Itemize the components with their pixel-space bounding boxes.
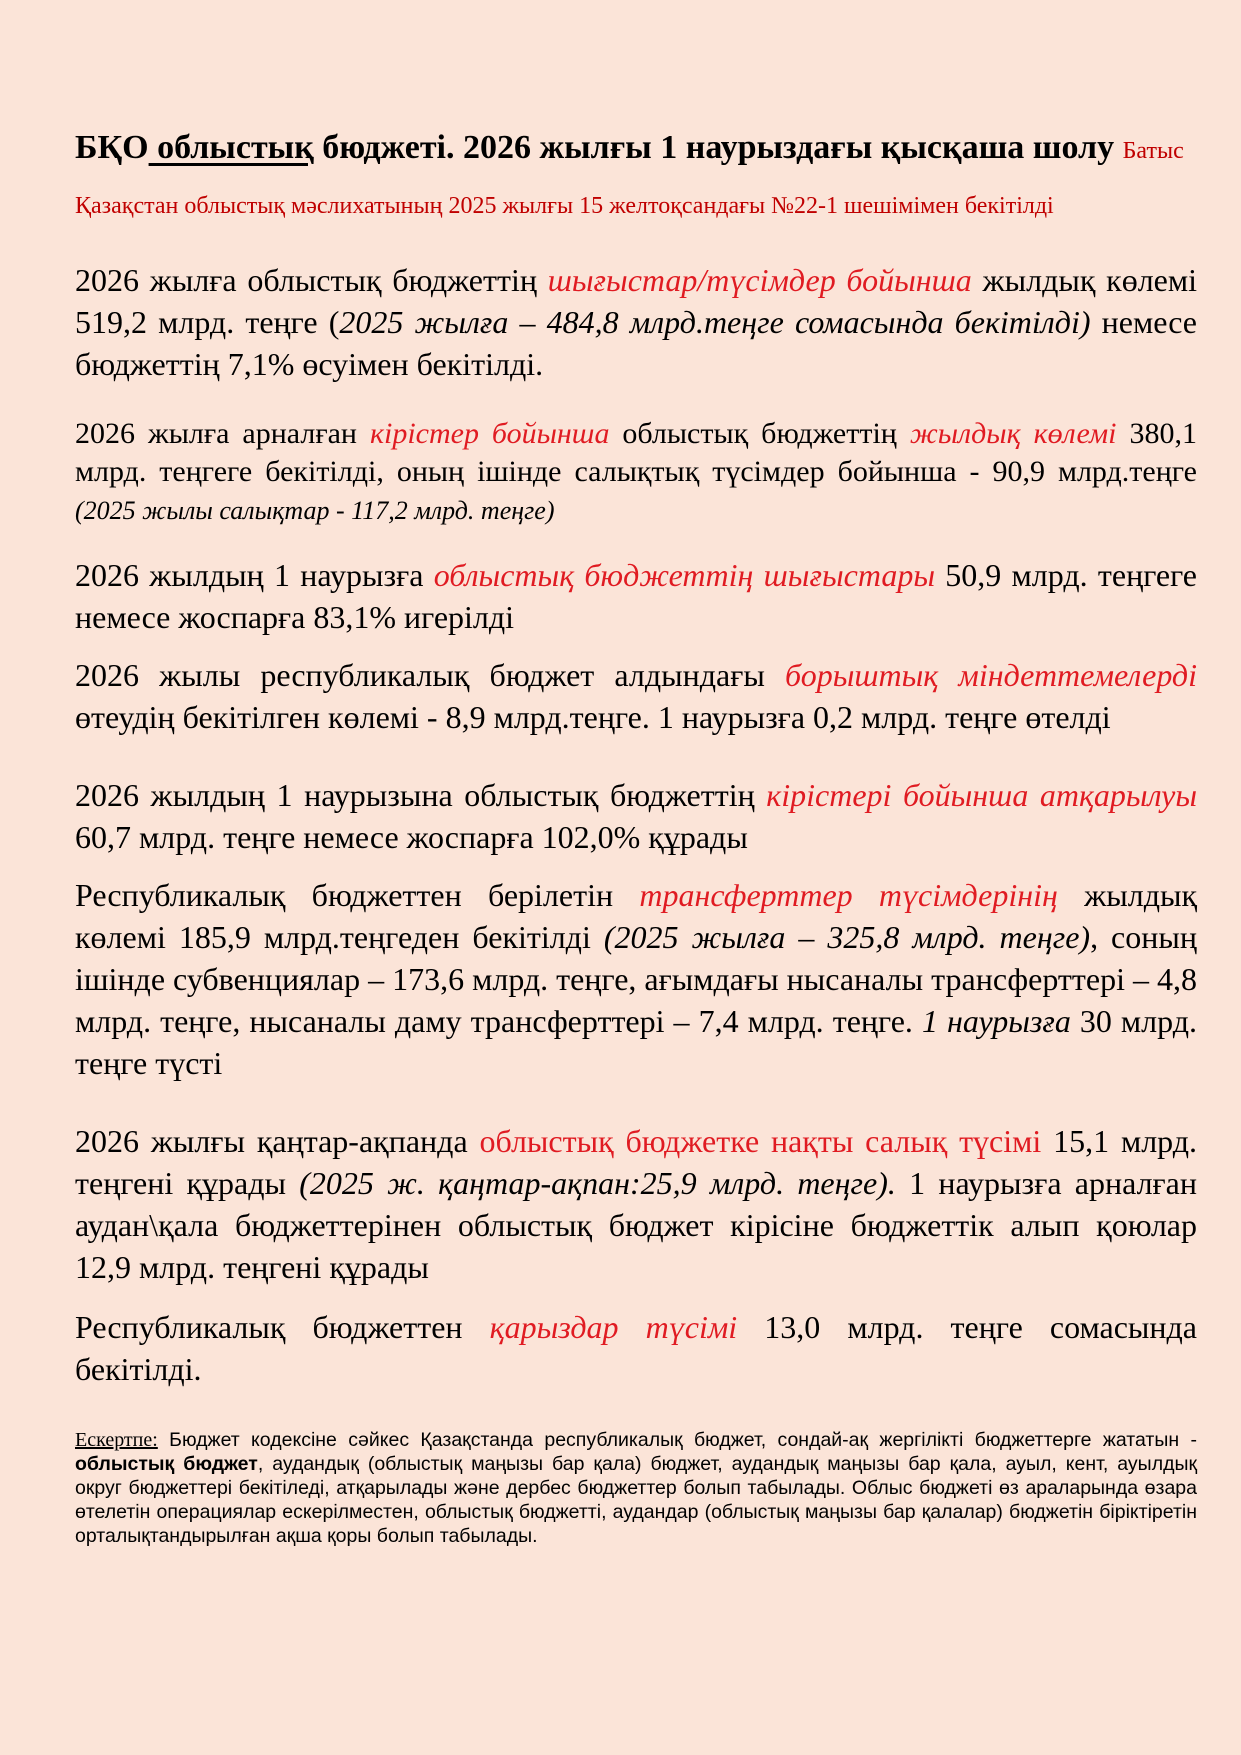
- paragraph-expenditures: [75, 554, 1197, 638]
- text: 2026 жылдың 1 наурызына облыстық бюджеттің: [75, 777, 767, 813]
- text: Республикалық бюджеттен берілетін: [75, 877, 640, 913]
- text: 1 наурызға арналған аудан\қала бюджеттерінен облыстық бюджет кірісіне бюджеттік алып қоюлар 12,9 млрд. теңгені құрады: [75, 1165, 1198, 1285]
- bold-text: облыстық бюджет: [75, 1453, 258, 1475]
- text: 13,0 млрд. теңге сомасында бекітілді.: [75, 1309, 1198, 1387]
- text: 2026 жылға арналған: [75, 417, 370, 450]
- text: Бюджет кодексіне сәйкес Қазақстанда республикалық бюджет, сондай-ақ жергілікті бюджеттерге жататын -: [157, 1429, 1197, 1451]
- paragraph-debt-obligations: [75, 654, 1197, 738]
- paragraph-revenue-execution: [75, 774, 1197, 858]
- highlight-text: шығыстар/түсімдер бойынша: [547, 262, 972, 298]
- text: 60,7 млрд. теңге немесе жоспарға 102,0% құрады: [75, 819, 748, 855]
- document-title: [75, 129, 1123, 166]
- footnote: [75, 1428, 1197, 1548]
- text: 2026 жылғы қаңтар-ақпанда: [75, 1123, 480, 1159]
- highlight-text: трансферттер түсімдерінің: [639, 877, 1058, 913]
- text: 2026 жылдың 1 наурызға: [75, 557, 434, 593]
- text: облыстық бюджеттің: [609, 417, 910, 450]
- title-regional: облыстық: [148, 129, 314, 166]
- highlight-text: жылдық көлемі: [909, 417, 1117, 450]
- title-abbrev: БҚО: [75, 129, 149, 166]
- paragraph-transfers: [75, 874, 1197, 1084]
- paragraph-annual-volume: [75, 259, 1197, 385]
- title-rest: бюджеті. 2026 жылғы 1 наурыздағы қысқаша шолу: [313, 129, 1123, 166]
- text: , аудандық (облыстық маңызы бар қала) бюджет, аудандық маңызы бар қала, ауыл, кент, ауылдық округ бюджеттері бекітіледі, атқарылады және дербес бюджеттер болып табылады. Облыс бюджеті өз араларында өзара өтелетін операциялар ескерілместен, облыстық бюджетті, аудандар (облыстық маңызы бар қалалар) бюджетін біріктіретін орталықтандырылған ақша қоры болып табылады.: [75, 1453, 1197, 1547]
- highlight-text: кірістері бойынша атқарылуы: [766, 777, 1197, 813]
- text: өтеудің бекітілген көлемі - 8,9 млрд.теңге. 1 наурызға 0,2 млрд. теңге өтелді: [75, 699, 1111, 735]
- highlight-text: борыштық міндеттемелерді: [785, 657, 1198, 693]
- paragraph-loans: [75, 1306, 1197, 1390]
- highlight-text: қарыздар түсімі: [489, 1309, 738, 1345]
- text: , соның ішінде субвенциялар – 173,6 млрд. теңге, ағымдағы нысаналы трансферттері – 4,8 млрд. теңге, нысаналы даму трансферттері – 7,4 млрд. теңге.: [75, 919, 1198, 1039]
- text: 2026 жылға облыстық бюджеттің: [75, 262, 548, 298]
- italic-note: 1 наурызға: [921, 1003, 1071, 1039]
- italic-note: 2025 жылға – 484,8 млрд.теңге сомасында бекітілді): [339, 304, 1091, 340]
- highlight-text: облыстық бюджеттің шығыстары: [433, 557, 936, 593]
- document-header: [75, 122, 1197, 235]
- text: немесе бюджеттің 7,1% өсуімен бекітілді.: [75, 304, 1198, 382]
- italic-note: (2025 ж. қаңтар-ақпан:25,9 млрд. теңге).: [299, 1165, 896, 1201]
- text: 30 млрд. теңге түсті: [75, 1003, 1198, 1081]
- italic-note: (2025 жылға – 325,8 млрд. теңге): [603, 919, 1091, 955]
- text: жылдық көлемі 519,2 млрд. теңге (: [75, 262, 1198, 340]
- paragraph-revenues: [75, 415, 1197, 530]
- text: Республикалық бюджеттен: [75, 1309, 490, 1345]
- paragraph-tax-receipts: [75, 1120, 1197, 1288]
- approval-subtitle: Батыс Қазақстан облыстық мәслихатының 2025 жылғы 15 желтоқсандағы №22-1 шешімімен бекітілді: [75, 138, 1184, 219]
- footnote-label: Ескертпе:: [75, 1429, 158, 1451]
- highlight-text: облыстық бюджетке нақты салық түсімі: [479, 1123, 1042, 1159]
- text: 2026 жылы республикалық бюджет алдындағы: [75, 657, 786, 693]
- text: жылдық көлемі 185,9 млрд.теңгеден бекітілді: [75, 877, 1198, 955]
- highlight-text: кірістер бойынша: [369, 417, 610, 450]
- italic-note: (2025 жылы салықтар - 117,2 млрд. теңге): [75, 496, 555, 525]
- text: 50,9 млрд. теңгеге немесе жоспарға 83,1% игерілді: [75, 557, 1198, 635]
- text: 15,1 млрд. теңгені құрады: [75, 1123, 1198, 1201]
- document-page: [75, 122, 1197, 1568]
- text: 380,1 млрд. теңгеге бекітілді, оның ішінде салықтық түсімдер бойынша - 90,9 млрд.теңге: [75, 417, 1197, 488]
